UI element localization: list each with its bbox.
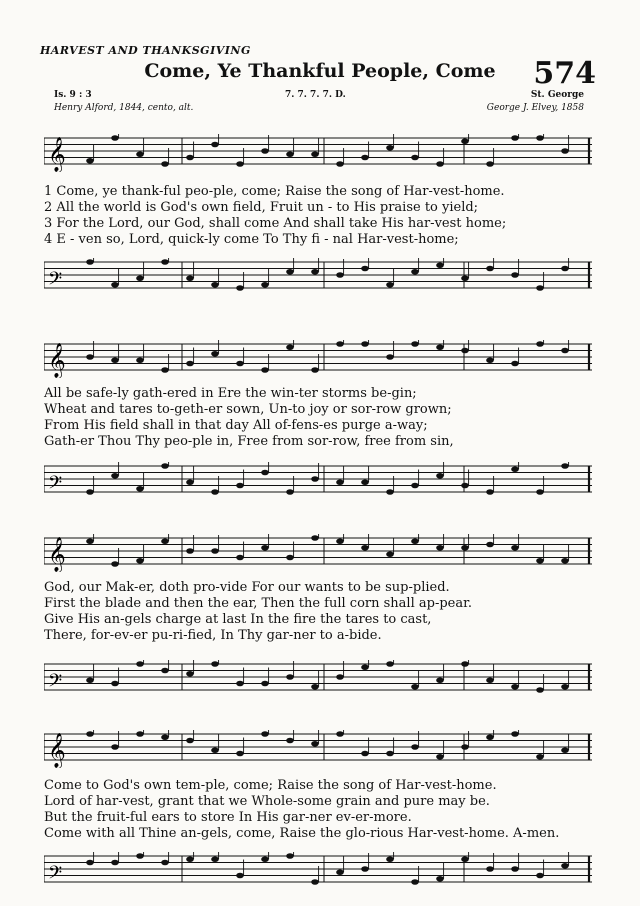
notehead bbox=[86, 158, 94, 164]
notehead bbox=[111, 357, 119, 363]
notehead bbox=[561, 684, 569, 690]
notehead bbox=[336, 341, 344, 347]
composer-credit: George J. Elvey, 1858 bbox=[486, 103, 584, 113]
notehead bbox=[361, 866, 369, 872]
notehead bbox=[436, 344, 444, 350]
notehead bbox=[336, 538, 344, 544]
notehead bbox=[336, 674, 344, 680]
lyric-line: From His field shall in that day All of-fens-es purge a-way; bbox=[44, 418, 428, 433]
verse-block-1 bbox=[44, 184, 592, 248]
notehead bbox=[386, 551, 394, 557]
notehead bbox=[286, 738, 294, 744]
notehead bbox=[261, 545, 269, 551]
lyric-line: Gath-er Thou Thy peo-ple in, Free from sor-row, free from sin, bbox=[44, 434, 454, 449]
notehead bbox=[436, 545, 444, 551]
notehead bbox=[236, 161, 244, 167]
notehead bbox=[536, 754, 544, 760]
notehead bbox=[511, 272, 519, 278]
notehead bbox=[561, 863, 569, 869]
bass-staff bbox=[44, 852, 592, 888]
notehead bbox=[336, 161, 344, 167]
notehead bbox=[86, 860, 94, 866]
notehead bbox=[236, 681, 244, 687]
notehead bbox=[436, 262, 444, 268]
notehead bbox=[86, 677, 94, 683]
bass-staff bbox=[44, 462, 592, 498]
notehead bbox=[186, 155, 194, 161]
bass-staff bbox=[44, 258, 592, 294]
hymn-title: Come, Ye Thankful People, Come bbox=[144, 60, 496, 82]
notehead bbox=[536, 687, 544, 693]
notehead bbox=[111, 282, 119, 288]
notehead bbox=[461, 545, 469, 551]
notehead bbox=[536, 341, 544, 347]
notehead bbox=[236, 361, 244, 367]
author-credit: Henry Alford, 1844, cento, alt. bbox=[54, 103, 194, 113]
notehead bbox=[161, 367, 169, 373]
notehead bbox=[361, 751, 369, 757]
notehead bbox=[261, 731, 269, 737]
notehead bbox=[461, 661, 469, 667]
notehead bbox=[511, 866, 519, 872]
notehead bbox=[311, 879, 319, 885]
notehead bbox=[186, 548, 194, 554]
verse-block-2 bbox=[44, 386, 592, 450]
staff-drawing bbox=[44, 258, 592, 296]
notehead bbox=[211, 661, 219, 667]
notehead bbox=[211, 489, 219, 495]
notehead bbox=[461, 856, 469, 862]
notehead bbox=[86, 731, 94, 737]
notehead bbox=[386, 856, 394, 862]
notehead bbox=[511, 731, 519, 737]
staff-drawing bbox=[44, 730, 592, 768]
notehead bbox=[411, 684, 419, 690]
notehead bbox=[411, 483, 419, 489]
notehead bbox=[336, 479, 344, 485]
notehead bbox=[261, 856, 269, 862]
staff-drawing bbox=[44, 462, 592, 500]
lyric-line: God, our Mak-er, doth pro-vide For our wants to be sup-plied. bbox=[44, 580, 450, 595]
notehead bbox=[511, 684, 519, 690]
lyric-line: There, for-ev-er pu-ri-fied, In Thy gar-ner to a-bide. bbox=[44, 628, 382, 643]
notehead bbox=[461, 138, 469, 144]
notehead bbox=[211, 548, 219, 554]
treble-clef-icon: 𝄞 bbox=[48, 343, 66, 378]
notehead bbox=[411, 269, 419, 275]
notehead bbox=[161, 668, 169, 674]
notehead bbox=[111, 860, 119, 866]
notehead bbox=[286, 489, 294, 495]
notehead bbox=[411, 879, 419, 885]
notehead bbox=[161, 538, 169, 544]
notehead bbox=[136, 558, 144, 564]
notehead bbox=[461, 483, 469, 489]
notehead bbox=[136, 151, 144, 157]
notehead bbox=[361, 545, 369, 551]
notehead bbox=[261, 681, 269, 687]
notehead bbox=[211, 856, 219, 862]
lyric-line: All be safe-ly gath-ered in Ere the win-ter storms be-gin; bbox=[44, 386, 417, 401]
notehead bbox=[286, 151, 294, 157]
notehead bbox=[361, 155, 369, 161]
notehead bbox=[111, 135, 119, 141]
notehead bbox=[311, 684, 319, 690]
notehead bbox=[236, 555, 244, 561]
notehead bbox=[486, 357, 494, 363]
notehead bbox=[236, 483, 244, 489]
notehead bbox=[486, 489, 494, 495]
notehead bbox=[536, 558, 544, 564]
notehead bbox=[436, 473, 444, 479]
notehead bbox=[461, 348, 469, 354]
notehead bbox=[561, 558, 569, 564]
notehead bbox=[286, 853, 294, 859]
notehead bbox=[561, 348, 569, 354]
notehead bbox=[311, 269, 319, 275]
notehead bbox=[461, 744, 469, 750]
notehead bbox=[386, 751, 394, 757]
lyric-line: Come with all Thine an-gels, come, Raise the glo-rious Har-vest-home. A-men. bbox=[44, 826, 560, 841]
notehead bbox=[111, 681, 119, 687]
notehead bbox=[386, 282, 394, 288]
notehead bbox=[411, 341, 419, 347]
notehead bbox=[311, 367, 319, 373]
notehead bbox=[211, 282, 219, 288]
notehead bbox=[536, 489, 544, 495]
notehead bbox=[361, 266, 369, 272]
notehead bbox=[286, 674, 294, 680]
notehead bbox=[386, 145, 394, 151]
notehead bbox=[286, 344, 294, 350]
treble-staff bbox=[44, 340, 592, 376]
notehead bbox=[311, 476, 319, 482]
notehead bbox=[336, 272, 344, 278]
notehead bbox=[436, 754, 444, 760]
notehead bbox=[136, 853, 144, 859]
notehead bbox=[261, 470, 269, 476]
notehead bbox=[311, 535, 319, 541]
notehead bbox=[511, 361, 519, 367]
bass-staff bbox=[44, 660, 592, 696]
notehead bbox=[186, 856, 194, 862]
notehead bbox=[436, 161, 444, 167]
notehead bbox=[161, 734, 169, 740]
notehead bbox=[136, 486, 144, 492]
treble-clef-icon: 𝄞 bbox=[48, 733, 66, 768]
notehead bbox=[261, 367, 269, 373]
treble-staff bbox=[44, 534, 592, 570]
notehead bbox=[511, 545, 519, 551]
notehead bbox=[136, 357, 144, 363]
bass-clef-icon: 𝄢 bbox=[48, 671, 63, 696]
notehead bbox=[286, 269, 294, 275]
notehead bbox=[361, 479, 369, 485]
notehead bbox=[561, 266, 569, 272]
notehead bbox=[186, 361, 194, 367]
lyric-line: Wheat and tares to-geth-er sown, Un-to joy or sor-row grown; bbox=[44, 402, 452, 417]
notehead bbox=[411, 538, 419, 544]
notehead bbox=[336, 869, 344, 875]
notehead bbox=[511, 466, 519, 472]
notehead bbox=[486, 266, 494, 272]
notehead bbox=[461, 275, 469, 281]
hymn-number: 574 bbox=[533, 56, 596, 91]
notehead bbox=[486, 161, 494, 167]
notehead bbox=[236, 873, 244, 879]
notehead bbox=[386, 661, 394, 667]
staff-drawing bbox=[44, 534, 592, 572]
notehead bbox=[86, 259, 94, 265]
staff-drawing bbox=[44, 852, 592, 890]
lyric-line: Come to God's own tem-ple, come; Raise the song of Har-vest-home. bbox=[44, 778, 497, 793]
notehead bbox=[236, 285, 244, 291]
notehead bbox=[186, 738, 194, 744]
notehead bbox=[211, 747, 219, 753]
notehead bbox=[536, 873, 544, 879]
treble-clef-icon: 𝄞 bbox=[48, 537, 66, 572]
staff-drawing bbox=[44, 660, 592, 698]
lyric-line: But the fruit-ful ears to store In His gar-ner ev-er-more. bbox=[44, 810, 412, 825]
notehead bbox=[111, 744, 119, 750]
notehead bbox=[186, 275, 194, 281]
notehead bbox=[436, 677, 444, 683]
notehead bbox=[136, 275, 144, 281]
lyric-line: Lord of har-vest, grant that we Whole-some grain and pure may be. bbox=[44, 794, 490, 809]
notehead bbox=[161, 259, 169, 265]
notehead bbox=[186, 479, 194, 485]
notehead bbox=[361, 341, 369, 347]
notehead bbox=[236, 751, 244, 757]
notehead bbox=[161, 463, 169, 469]
tune-name: St. George bbox=[530, 90, 584, 100]
notehead bbox=[361, 664, 369, 670]
notehead bbox=[86, 354, 94, 360]
notehead bbox=[486, 542, 494, 548]
lyric-line: Give His an-gels charge at last In the fire the tares to cast, bbox=[44, 612, 432, 627]
notehead bbox=[136, 661, 144, 667]
notehead bbox=[86, 489, 94, 495]
notehead bbox=[261, 148, 269, 154]
notehead bbox=[311, 741, 319, 747]
meter: 7. 7. 7. 7. D. bbox=[285, 90, 346, 100]
notehead bbox=[211, 142, 219, 148]
section-heading: HARVEST AND THANKSGIVING bbox=[40, 44, 251, 57]
notehead bbox=[561, 463, 569, 469]
treble-staff bbox=[44, 730, 592, 766]
notehead bbox=[561, 747, 569, 753]
notehead bbox=[86, 538, 94, 544]
verse-block-3 bbox=[44, 580, 592, 644]
bass-clef-icon: 𝄢 bbox=[48, 473, 63, 498]
notehead bbox=[411, 744, 419, 750]
verse-block-4 bbox=[44, 778, 592, 842]
lyric-line: 1 Come, ye thank-ful peo-ple, come; Raise the song of Har-vest-home. bbox=[44, 184, 505, 199]
notehead bbox=[111, 473, 119, 479]
notehead bbox=[436, 876, 444, 882]
notehead bbox=[261, 282, 269, 288]
lyric-line: First the blade and then the ear, Then the full corn shall ap-pear. bbox=[44, 596, 473, 611]
notehead bbox=[536, 135, 544, 141]
notehead bbox=[311, 151, 319, 157]
notehead bbox=[486, 677, 494, 683]
notehead bbox=[111, 561, 119, 567]
bass-clef-icon: 𝄢 bbox=[48, 269, 63, 294]
scripture-reference: Is. 9 : 3 bbox=[54, 90, 92, 100]
notehead bbox=[161, 161, 169, 167]
notehead bbox=[561, 148, 569, 154]
treble-clef-icon: 𝄞 bbox=[48, 137, 66, 172]
notehead bbox=[161, 860, 169, 866]
notehead bbox=[486, 734, 494, 740]
notehead bbox=[536, 285, 544, 291]
notehead bbox=[211, 351, 219, 357]
notehead bbox=[336, 731, 344, 737]
notehead bbox=[411, 155, 419, 161]
staff-drawing bbox=[44, 340, 592, 378]
notehead bbox=[136, 731, 144, 737]
notehead bbox=[386, 489, 394, 495]
notehead bbox=[511, 135, 519, 141]
notehead bbox=[286, 555, 294, 561]
notehead bbox=[486, 866, 494, 872]
bass-clef-icon: 𝄢 bbox=[48, 863, 63, 888]
lyric-line: 3 For the Lord, our God, shall come And shall take His har-vest home; bbox=[44, 216, 507, 231]
treble-staff bbox=[44, 134, 592, 170]
staff-drawing bbox=[44, 134, 592, 172]
lyric-line: 4 E - ven so, Lord, quick-ly come To Thy fi - nal Har-vest-home; bbox=[44, 232, 459, 247]
notehead bbox=[386, 354, 394, 360]
notehead bbox=[186, 671, 194, 677]
lyric-line: 2 All the world is God's own field, Fruit un - to His praise to yield; bbox=[44, 200, 479, 215]
